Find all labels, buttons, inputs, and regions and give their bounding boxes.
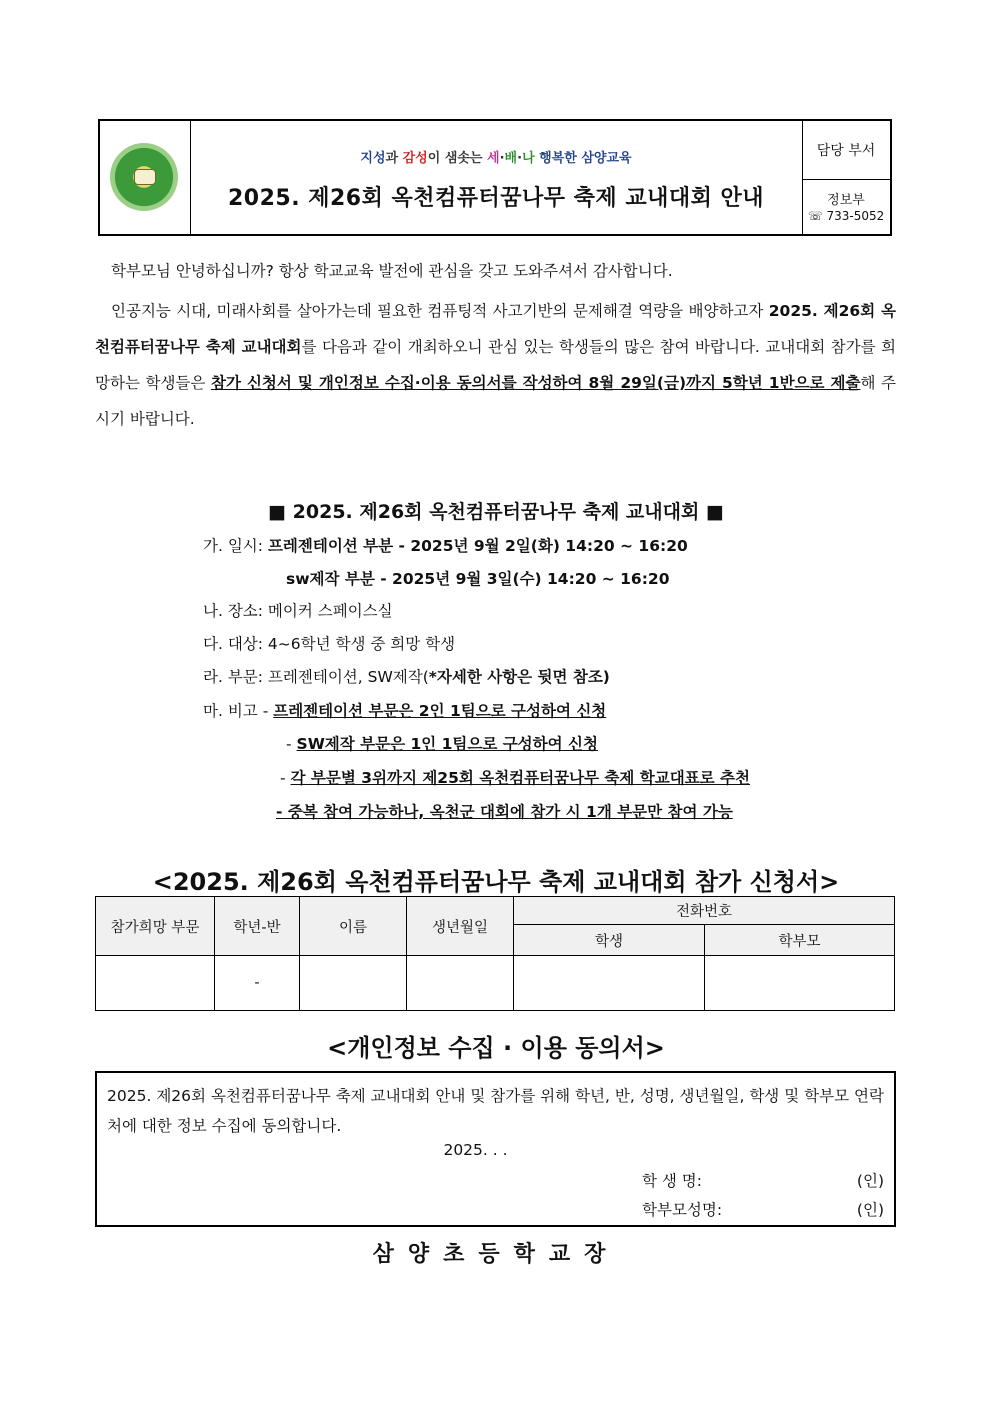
consent-heading: <개인정보 수집 · 이용 동의서> xyxy=(327,1034,665,1062)
item-remarks xyxy=(203,700,606,722)
consent-text: 2025. 제26회 옥천컴퓨터꿈나무 축제 교내대회 안내 및 참가를 위해 학년, 반, 성명, 생년월일, 학생 및 학부모 연락처에 대한 정보 수집에 동의합니다. xyxy=(107,1087,884,1135)
slogan-part: 세 xyxy=(487,151,500,166)
intro-text: 인공지능 시대, 미래사회를 살아가는데 필요한 컴퓨팅적 사고기반의 문제해결 역량을 배양하고자 xyxy=(111,302,769,320)
header-box xyxy=(98,119,892,236)
slogan-part: 배 xyxy=(504,151,518,166)
see-back-note: *자세한 사항은 뒷면 참조) xyxy=(428,668,610,686)
parent-signature-row[interactable] xyxy=(642,1198,884,1220)
intro-paragraph xyxy=(95,293,896,437)
department-label: 담당 부서 xyxy=(802,121,890,180)
remark-1: 프레젠테이션 부문은 2인 1팀으로 구성하여 신청 xyxy=(273,702,607,720)
col-parent-phone: 학부모 xyxy=(705,925,895,956)
student-signature-row[interactable] xyxy=(642,1169,884,1191)
consent-date[interactable]: 2025. . . xyxy=(443,1141,508,1159)
item-category xyxy=(203,666,610,688)
intro-text: 를 다음과 같이 개최하오니 관심 있는 학생들의 많은 참여 바랍니다. 교내대회 참가를 희망하는 학생들은 xyxy=(95,338,896,392)
item-schedule xyxy=(203,535,688,557)
schedule-presentation: 프레젠테이션 부분 - 2025년 9월 2일(화) 14:20 ~ 16:20 xyxy=(267,537,688,555)
application-heading: <2025. 제26회 옥천컴퓨터꿈나무 축제 교내대회 참가 신청서> xyxy=(152,868,840,896)
remark-3-row: - 각 부문별 3위까지 제25회 옥천컴퓨터꿈나무 축제 학교대표로 추천 xyxy=(280,769,750,787)
col-category: 참가희망 부문 xyxy=(96,897,215,956)
schedule-sw: sw제작 부분 - 2025년 9월 3일(수) 14:20 ~ 16:20 xyxy=(286,570,670,588)
slogan-part: 감성 xyxy=(402,151,428,166)
slogan-part: 행복한 삼양교육 xyxy=(534,151,632,166)
title-cell xyxy=(190,121,803,234)
department-phone: ☏ 733-5052 xyxy=(807,209,885,223)
slogan-part: 이 샘솟는 xyxy=(427,151,488,166)
col-student-phone: 학생 xyxy=(514,925,705,956)
student-seal: (인) xyxy=(856,1172,884,1190)
remark-2: SW제작 부문은 1인 1팀으로 구성하여 신청 xyxy=(296,735,598,753)
slogan-part: · xyxy=(517,151,523,166)
remark-3: 각 부문별 3위까지 제25회 옥천컴퓨터꿈나무 축제 학교대표로 추천 xyxy=(290,769,750,787)
student-name-label: 학 생 명: xyxy=(642,1172,702,1190)
col-name: 이름 xyxy=(300,897,407,956)
contest-name: 2025. 제26회 옥천컴퓨터꿈나무 축제 교내대회 xyxy=(95,302,897,356)
item-label: 가. 일시: xyxy=(203,537,268,555)
principal-signature: 삼양초등학교장 xyxy=(372,1241,620,1267)
department-cell xyxy=(802,121,890,234)
remark-4: - 중복 참여 가능하나, 옥천군 대회에 참가 시 1개 부문만 참여 가능 xyxy=(276,803,733,821)
slogan-part: 과 xyxy=(385,151,403,166)
col-birth: 생년월일 xyxy=(407,897,514,956)
intro-greeting: 학부모님 안녕하십니까? 항상 학교교육 발전에 관심을 갖고 도와주셔서 감사합니다. xyxy=(111,262,673,280)
student-phone-field[interactable] xyxy=(514,956,705,1011)
parent-seal: (인) xyxy=(856,1201,884,1219)
document-title: 2025. 제26회 옥천컴퓨터꿈나무 축제 교내대회 안내 xyxy=(227,186,765,211)
slogan-part: 지성 xyxy=(360,151,386,166)
birth-field[interactable] xyxy=(407,956,514,1011)
col-phone: 전화번호 xyxy=(514,897,895,925)
parent-name-label: 학부모성명: xyxy=(642,1201,723,1219)
submission-instruction: 참가 신청서 및 개인정보 수집·이용 동의서를 작성하여 8월 29일(금)까지 5학년 1반으로 제출 xyxy=(210,374,861,392)
consent-box xyxy=(95,1071,896,1227)
category-field[interactable] xyxy=(96,956,215,1011)
intro-text: 해 주시기 바랍니다. xyxy=(95,374,897,428)
remark-2-row: - SW제작 부문은 1인 1팀으로 구성하여 신청 xyxy=(286,735,598,753)
name-field[interactable] xyxy=(300,956,407,1011)
item-label: 마. 비고 - xyxy=(203,702,274,720)
department-name: 정보부 xyxy=(827,193,865,208)
grade-field[interactable]: - xyxy=(215,956,300,1011)
school-emblem-logo xyxy=(110,143,178,211)
item-location: 나. 장소: 메이커 스페이스실 xyxy=(203,602,393,620)
item-label: 라. 부문: 프레젠테이션, SW제작( xyxy=(203,668,429,686)
logo-cell xyxy=(100,121,191,234)
slogan-part: 나 xyxy=(522,151,535,166)
parent-phone-field[interactable] xyxy=(705,956,895,1011)
slogan-part: · xyxy=(499,151,505,166)
section-title: ■ 2025. 제26회 옥천컴퓨터꿈나무 축제 교내대회 ■ xyxy=(268,501,724,523)
application-table xyxy=(95,896,895,1011)
col-grade: 학년-반 xyxy=(215,897,300,956)
slogan xyxy=(190,147,802,166)
item-target: 다. 대상: 4~6학년 학생 중 희망 학생 xyxy=(203,635,456,653)
